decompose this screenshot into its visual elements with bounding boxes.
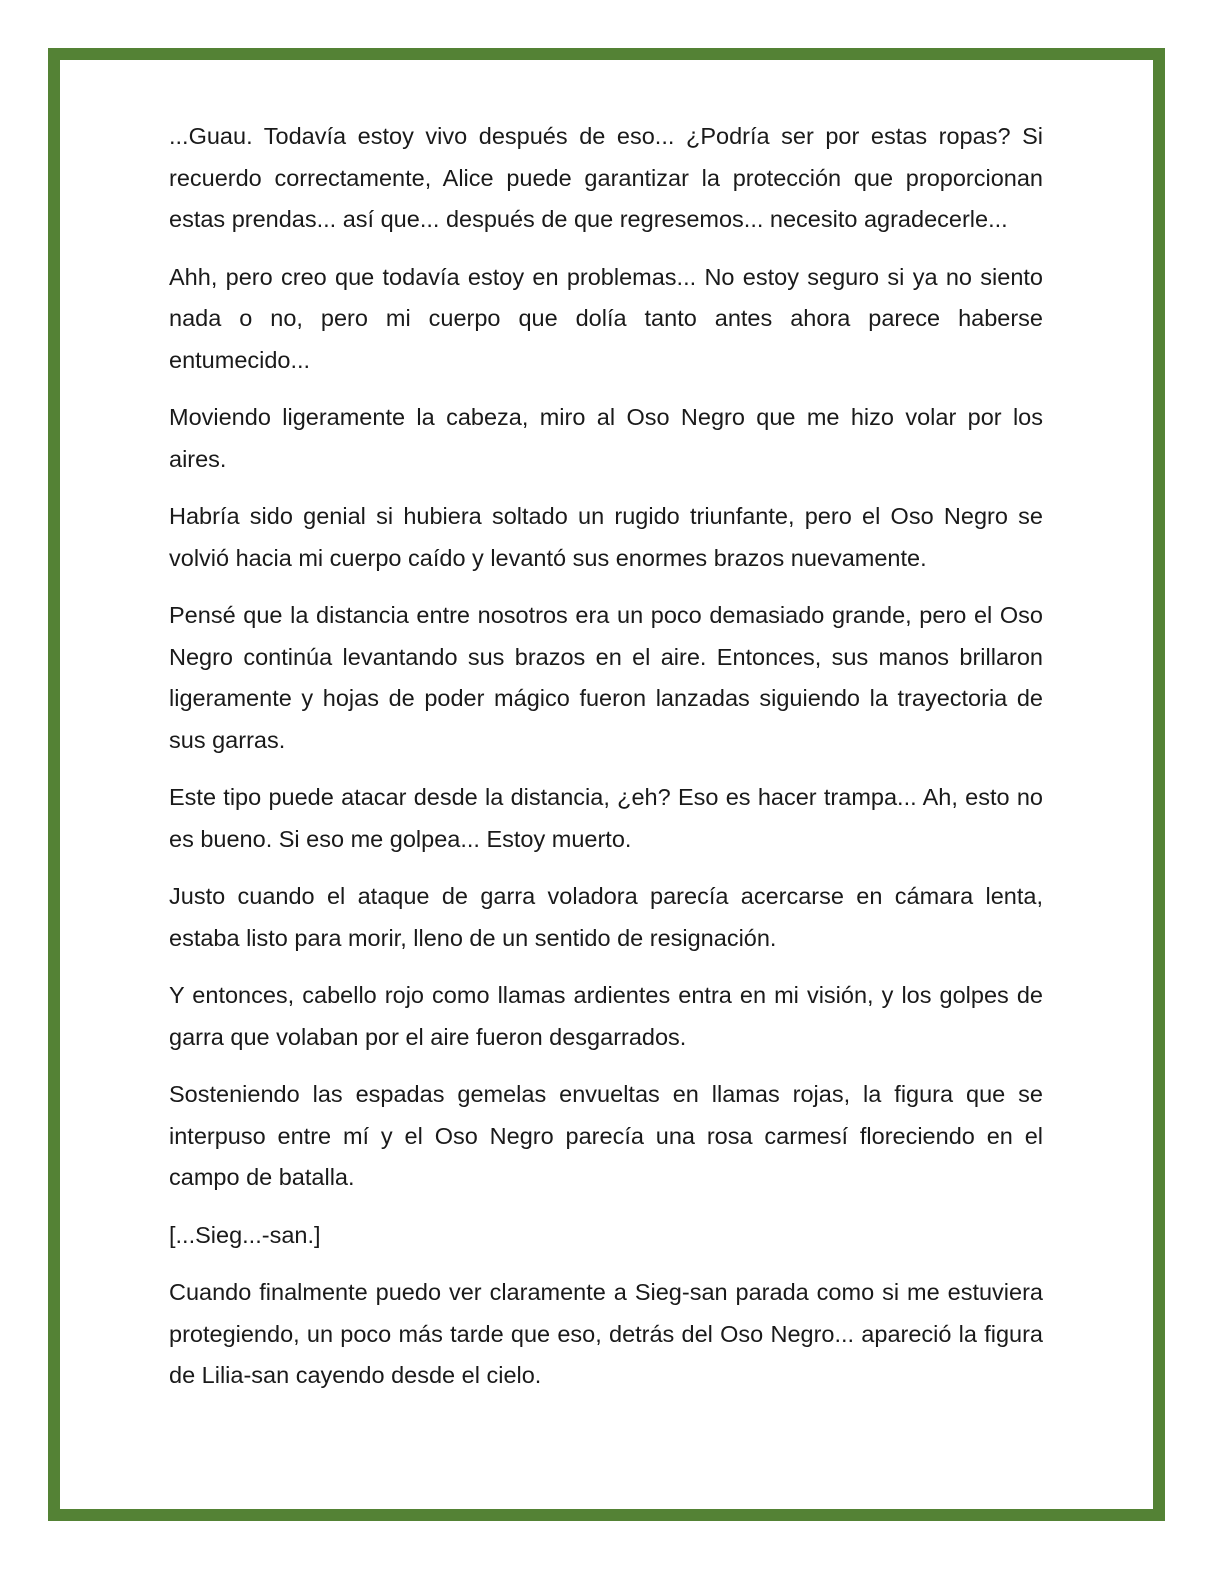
paragraph: ...Guau. Todavía estoy vivo después de eso... ¿Podría ser por estas ropas? Si recuerdo correctamente, Alice puede garantizar la protección que proporcionan estas prendas... así que... después de que regresemos... necesito agradecerle... bbox=[169, 123, 1043, 232]
paragraph: Cuando finalmente puedo ver claramente a Sieg-san parada como si me estuviera protegiendo, un poco más tarde que eso, detrás del Oso Negro... apareció la figura de Lilia-san cayendo desde el cielo. bbox=[169, 1279, 1043, 1388]
paragraph: [...Sieg...-san.] bbox=[169, 1221, 321, 1248]
paragraph: Sosteniendo las espadas gemelas envueltas en llamas rojas, la figura que se interpuso entre mí y el Oso Negro parecía una rosa carmesí floreciendo en el campo de batalla. bbox=[169, 1081, 1043, 1190]
paragraph: Este tipo puede atacar desde la distancia, ¿eh? Eso es hacer trampa... Ah, esto no es bueno. Si eso me golpea... Estoy muerto. bbox=[169, 784, 1043, 852]
paragraph: Justo cuando el ataque de garra voladora parecía acercarse en cámara lenta, estaba listo para morir, lleno de un sentido de resignación. bbox=[169, 883, 1043, 951]
document-body bbox=[169, 116, 1043, 1413]
paragraph: Pensé que la distancia entre nosotros era un poco demasiado grande, pero el Oso Negro continúa levantando sus brazos en el aire. Entonces, sus manos brillaron ligeramente y hojas de poder mágico fueron lanzadas siguiendo la trayectoria de sus garras. bbox=[169, 602, 1043, 753]
paragraph: Y entonces, cabello rojo como llamas ardientes entra en mi visión, y los golpes de garra que volaban por el aire fueron desgarrados. bbox=[169, 982, 1043, 1050]
paragraph: Ahh, pero creo que todavía estoy en problemas... No estoy seguro si ya no siento nada o no, pero mi cuerpo que dolía tanto antes ahora parece haberse entumecido... bbox=[169, 263, 1043, 373]
paragraph: Moviendo ligeramente la cabeza, miro al Oso Negro que me hizo volar por los aires. bbox=[169, 404, 1043, 472]
paragraph: Habría sido genial si hubiera soltado un rugido triunfante, pero el Oso Negro se volvió hacia mi cuerpo caído y levantó sus enormes brazos nuevamente. bbox=[169, 503, 1043, 571]
